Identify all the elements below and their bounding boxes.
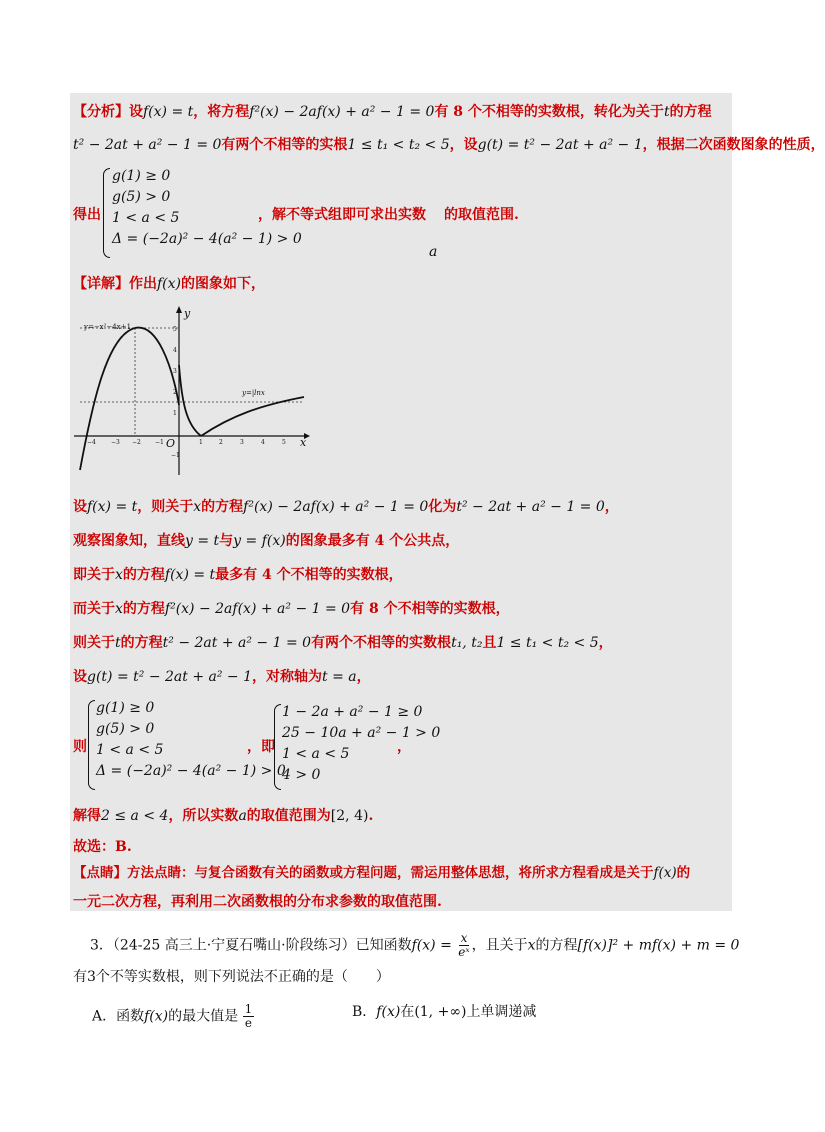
math: x xyxy=(193,499,202,515)
text: 有 8 个不相等的实数根，转化为关于 xyxy=(434,104,664,120)
text: ，将方程 xyxy=(193,104,250,120)
math: f²(x) − 2af(x) + a² − 1 = 0 xyxy=(164,601,351,617)
system-row: 1 < a < 5 xyxy=(112,210,180,226)
text: 的图象最多有 4 个公共点， xyxy=(285,533,460,549)
y-label: y xyxy=(184,307,191,320)
option-label: B． xyxy=(352,1004,377,1020)
math: f(x) = t xyxy=(164,567,216,583)
analysis-line-2 xyxy=(73,136,825,154)
y-axis-arrow-icon xyxy=(176,306,182,313)
analysis-line-1 xyxy=(73,103,712,121)
text: 化为 xyxy=(428,499,457,515)
analysis-line-3 xyxy=(73,206,101,224)
math: f(x) xyxy=(144,1008,169,1025)
text: 的取值范围为 xyxy=(246,808,331,824)
text: 与 xyxy=(219,533,234,549)
ln-curve-right xyxy=(201,397,304,436)
system-row: Δ = (−2a)² − 4(a² − 1) > 0 xyxy=(96,763,286,779)
text: 观察图象知，直线 xyxy=(73,533,185,549)
math: f²(x) − 2af(x) + a² − 1 = 0 xyxy=(243,499,429,515)
text: 上单调递减 xyxy=(466,1004,537,1020)
system-row: 1 − 2a + a² − 1 ≥ 0 xyxy=(282,704,423,720)
answer-line: 故选：B. xyxy=(73,839,132,855)
analysis-line-3b xyxy=(258,206,519,224)
text: ，则关于 xyxy=(137,499,194,515)
math: f(x) = xyxy=(411,937,452,954)
detail-line-3 xyxy=(73,532,459,550)
text: 最多有 4 个不相等的实数根， xyxy=(215,567,403,583)
text: ， xyxy=(356,669,371,685)
question-line-2 xyxy=(73,968,390,986)
math: t₁, t₂ xyxy=(451,635,483,651)
y-tick: 3 xyxy=(173,368,177,375)
text: 即关于 xyxy=(73,567,115,583)
math: x xyxy=(527,937,536,954)
detail-line-9 xyxy=(73,807,373,825)
system-row: Δ = (−2a)² − 4(a² − 1) > 0 xyxy=(112,231,302,247)
option-a[interactable] xyxy=(92,1003,254,1030)
math: 3 xyxy=(87,969,96,985)
text: ，且关于 xyxy=(471,937,528,954)
x-tick: 3 xyxy=(240,439,244,446)
math: t xyxy=(663,104,670,120)
origin-label: O xyxy=(166,437,176,450)
text: 的图象如下， xyxy=(181,276,266,292)
fraction xyxy=(243,1003,255,1030)
text: ，设 xyxy=(449,137,478,153)
math: 2 ≤ a < 4 xyxy=(101,808,169,824)
detail-line-5 xyxy=(73,600,510,618)
function-graph xyxy=(72,305,312,480)
math: f²(x) − 2af(x) + a² − 1 = 0 xyxy=(249,104,435,120)
x-tick: 1 xyxy=(199,439,203,446)
option-b[interactable] xyxy=(352,1003,536,1021)
x-ticks xyxy=(87,439,286,446)
text: ，即 xyxy=(247,739,275,755)
fraction xyxy=(458,932,469,959)
fraction-den: eˣ xyxy=(458,945,470,959)
x-tick: 4 xyxy=(261,439,265,446)
y-tick: −1 xyxy=(171,452,180,459)
ln-curve-left xyxy=(179,365,201,436)
fraction-num: x xyxy=(460,931,468,945)
math: f(x) = t xyxy=(87,499,138,515)
text: 得出 xyxy=(73,207,101,223)
text: 的方程 xyxy=(122,601,165,617)
text: ，解不等式组即可求出实数 xyxy=(258,207,426,223)
math: y = f(x) xyxy=(233,533,286,549)
detail-line-6 xyxy=(73,634,613,652)
text: 有两个不相等的实数根 xyxy=(311,635,452,651)
text: 有两个不相等的实根 xyxy=(221,137,348,153)
system-row: g(1) ≥ 0 xyxy=(112,168,171,184)
x-tick: 2 xyxy=(219,439,223,446)
detail-line-7 xyxy=(73,668,371,686)
math: g(t) = t² − 2at + a² − 1 xyxy=(477,137,643,153)
text: 的 xyxy=(676,865,691,881)
detail-line-2 xyxy=(73,498,619,516)
text: 的方程 xyxy=(120,635,163,651)
math: 1 ≤ t₁ < t₂ < 5 xyxy=(496,635,599,651)
text: 有 xyxy=(73,969,87,985)
option-label: A．函数 xyxy=(92,1008,145,1025)
detail-line-12: 一元二次方程，再利用二次函数根的分布求参数的取值范围. xyxy=(73,894,442,910)
system-row: 4 > 0 xyxy=(282,767,321,783)
text: 有 8 个不相等的实数根， xyxy=(350,601,510,617)
fraction-den: e xyxy=(244,1016,252,1030)
detail-line-4 xyxy=(73,566,403,584)
math: [2, 4) xyxy=(330,808,369,824)
text: ，所以实数 xyxy=(168,808,239,824)
math: f(x) xyxy=(376,1004,401,1020)
x-tick: 5 xyxy=(282,439,286,446)
math: t xyxy=(115,635,121,651)
math: (1, +∞) xyxy=(414,1004,467,1020)
math: t = a xyxy=(322,669,357,685)
math: x xyxy=(115,601,123,617)
text: 的方程 xyxy=(201,499,244,515)
math: f(x) = t xyxy=(143,104,194,120)
x-tick: −3 xyxy=(111,439,120,446)
system-row: g(5) > 0 xyxy=(96,721,155,737)
label-left: y=−x²−4x+1 xyxy=(84,323,132,331)
text: 设 xyxy=(73,669,87,685)
text: 个不等实数根，则下列说法不正确的是（ ） xyxy=(95,969,390,985)
text: ，根据二次函数图象的性质， xyxy=(642,137,825,153)
x-tick: −4 xyxy=(87,439,96,446)
math: x xyxy=(115,567,123,583)
math: [f(x)]² + mf(x) + m = 0 xyxy=(577,937,740,954)
question-stem: 3．（24-25 高三上·宁夏石嘴山·阶段练习）已知函数 xyxy=(90,937,412,954)
text: ， xyxy=(598,635,613,651)
label-right: y=|lnx xyxy=(242,389,265,397)
text: 的方程 xyxy=(669,104,712,120)
detail-heading: 【详解】作出 xyxy=(73,276,157,292)
system-row: 1 < a < 5 xyxy=(96,742,164,758)
text: 的最大值是 xyxy=(168,1008,239,1025)
y-tick: 4 xyxy=(173,347,177,354)
text: 设 xyxy=(73,499,87,515)
math: f(x) xyxy=(653,865,677,881)
text: 的方程 xyxy=(535,937,578,954)
y-tick: 1 xyxy=(173,410,177,417)
question-line-1 xyxy=(90,932,739,959)
text: ， xyxy=(397,739,411,755)
system-row: 1 < a < 5 xyxy=(282,746,350,762)
math: g(t) = t² − 2at + a² − 1 xyxy=(87,669,253,685)
y-tick: 5 xyxy=(173,326,177,333)
math: t² − 2at + a² − 1 = 0 xyxy=(456,499,605,515)
system-row: g(5) > 0 xyxy=(112,189,171,205)
text: ， xyxy=(604,499,619,515)
y-tick: 2 xyxy=(173,389,177,396)
system-row: g(1) ≥ 0 xyxy=(96,700,155,716)
tip-heading: 【点睛】方法点睛：与复合函数有关的函数或方程问题，需运用整体思想，将所求方程看成是关于 xyxy=(73,865,654,881)
math: t² − 2at + a² − 1 = 0 xyxy=(162,635,312,651)
math: f(x) xyxy=(157,276,182,292)
detail-system-2 xyxy=(274,702,440,786)
math: a xyxy=(238,808,247,824)
text: . xyxy=(368,808,374,824)
detail-line-1 xyxy=(73,275,265,293)
math: y = t xyxy=(185,533,220,549)
text: 且 xyxy=(482,635,497,651)
x-label: x xyxy=(300,436,307,449)
math: 1 ≤ t₁ < t₂ < 5 xyxy=(347,137,450,153)
x-tick: −1 xyxy=(155,439,164,446)
system-row: 25 − 10a + a² − 1 > 0 xyxy=(282,725,441,741)
parabola-curve xyxy=(80,328,179,470)
text: 解得 xyxy=(73,808,101,824)
text: 的取值范围. xyxy=(444,207,519,223)
text: 则关于 xyxy=(73,635,115,651)
text: 则 xyxy=(73,739,87,755)
analysis-heading: 【分析】设 xyxy=(73,104,143,120)
text: 的方程 xyxy=(122,567,165,583)
fraction-num: 1 xyxy=(244,1002,253,1016)
detail-line-11 xyxy=(73,864,690,882)
x-tick: −2 xyxy=(132,439,141,446)
text: 在 xyxy=(400,1004,415,1020)
math: a xyxy=(429,244,438,260)
text: 而关于 xyxy=(73,601,115,617)
math: t² − 2at + a² − 1 = 0 xyxy=(73,137,222,153)
text: ，对称轴为 xyxy=(252,669,323,685)
